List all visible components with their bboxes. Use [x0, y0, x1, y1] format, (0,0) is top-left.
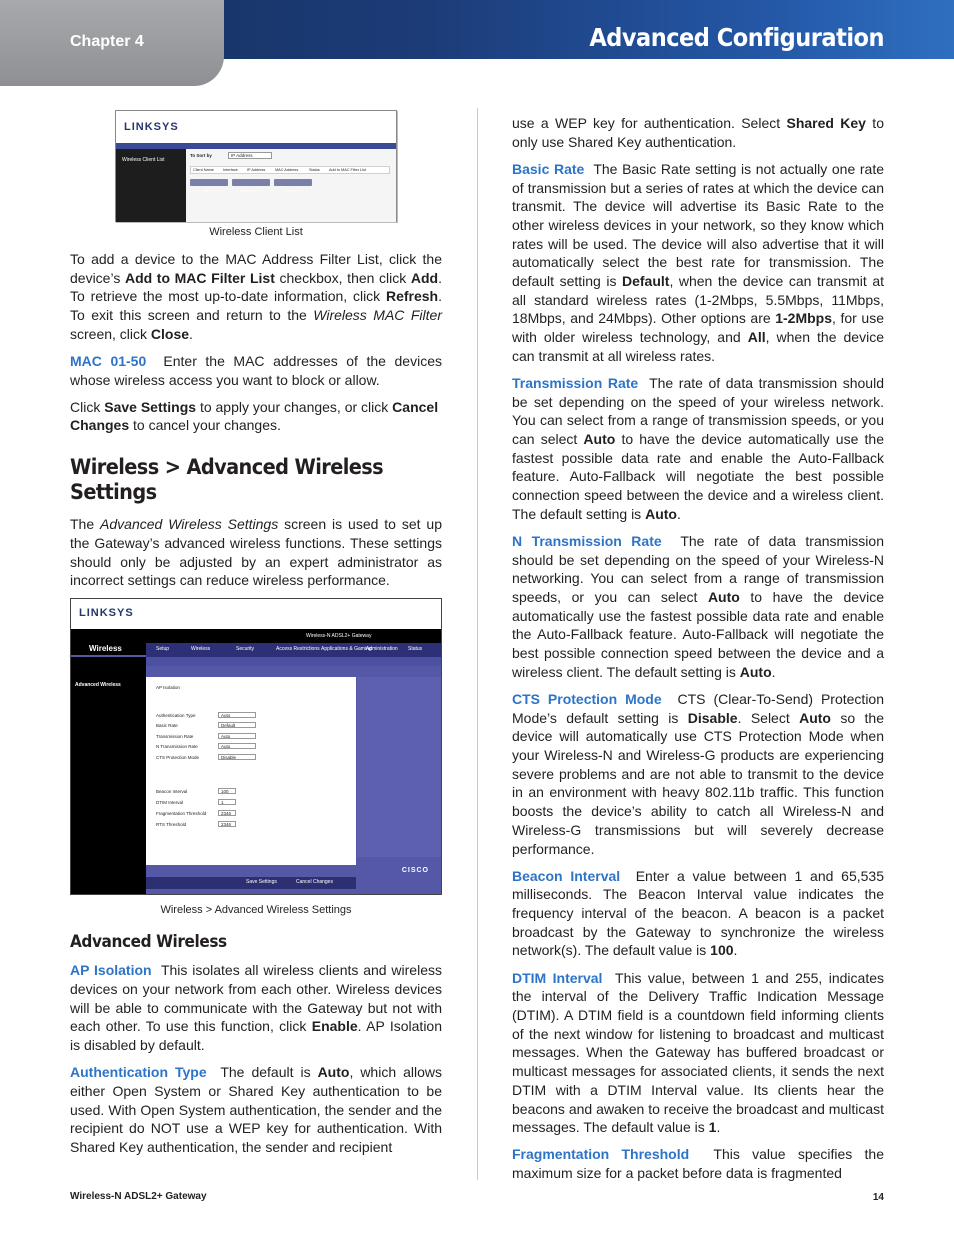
shot2-dtim-input[interactable]: 1 — [218, 799, 236, 805]
shot2-tx-rate-select[interactable]: Auto — [218, 733, 256, 739]
shot1-refresh-button[interactable]: Refresh — [232, 179, 270, 186]
shot2-rts-input[interactable]: 2346 — [218, 821, 236, 827]
figure1-caption: Wireless Client List — [209, 226, 303, 238]
shot2-tab-access[interactable]: Access Restrictions — [276, 646, 320, 653]
advanced-wireless-settings-screenshot — [70, 598, 442, 895]
shot2-side-label: Advanced Wireless — [75, 682, 121, 689]
shot2-tab-status[interactable]: Status — [408, 646, 423, 653]
shot2-cancel-button[interactable]: Cancel Changes — [296, 879, 333, 886]
paragraph-cts-protection: CTS Protection Mode CTS (Clear-To-Send) Protection Mode’s default setting is Disable. Select Auto so the device will automatically use CTS Protection Mode when your Wireless-N and Wireless-G products are experiencing severe problems and are not able to transmit to the device in an environment with heavy 802.11b traffic. This function boosts the device’s ability to catch all Wireless-N and Wireless-G transmissions but will severely decrease performance. — [512, 690, 888, 857]
shot2-tab-admin[interactable]: Administration — [366, 646, 398, 653]
shot1-sort-label: To Sort by — [190, 153, 212, 158]
shot1-sort-select[interactable]: IP Address — [228, 152, 272, 159]
page-number: 14 — [872, 1192, 884, 1203]
shot2-product-title: Wireless-N ADSL2+ Gateway — [306, 633, 372, 640]
section-title: Wireless > Advanced Wireless Settings — [70, 455, 384, 506]
figure2-caption: Wireless > Advanced Wireless Settings — [160, 904, 352, 917]
shot2-n-tx-rate-select[interactable]: Auto — [218, 743, 256, 749]
shot2-tab-apps[interactable]: Applications & Gaming — [321, 646, 372, 653]
subsection-title: Advanced Wireless — [70, 932, 227, 953]
paragraph-fragmentation-threshold: Fragmentation Threshold This value specifies the maximum size for a packet before data is fragmented — [512, 1146, 888, 1181]
shot2-cts-select[interactable]: Disable — [218, 754, 256, 760]
paragraph-beacon-interval: Beacon Interval Enter a value between 1 and 65,535 milliseconds. The Beacon Interval value indicates the frequency interval of the beacon. A beacon is a packet broadcast by the Gateway to synchronize the wireless network(s). The default value is 100. — [512, 867, 888, 959]
linksys-logo: LINKSYS — [124, 121, 179, 133]
paragraph-n-transmission-rate: N Transmission Rate The rate of data transmission should be set depending on the speed of your Wireless-N networking. You can select from a range of transmission speeds, or you can select Auto to have the device automatically use the fastest possible data rate and enable the Auto-Fallback feature. Auto-Fallback will negotiate the best possible connection speed between the device and a wireless client. The default setting is Auto. — [512, 532, 888, 680]
left-column — [70, 110, 446, 1165]
shot2-frag-input[interactable]: 2346 — [218, 810, 236, 816]
right-column — [512, 114, 888, 1191]
linksys-logo-2: LINKSYS — [79, 607, 134, 620]
paragraph-intro: The Advanced Wireless Settings screen is used to set up the Gateway’s advanced wireless functions. These settings should only be adjusted by an expert administrator as incorrect settings can reduce wireless performance. — [70, 516, 442, 589]
chapter-label: Chapter 4 — [70, 33, 144, 50]
paragraph-transmission-rate: Transmission Rate The rate of data transmission should be set depending on the speed of your wireless network. You can select from a range of transmission speeds, or you can select Auto to have the device automatically use the fastest possible data rate and enable the Auto-Fallback feature. Auto-Fallback will negotiate the best possible connection speed between the device and a wireless client. The default setting is Auto. — [512, 374, 888, 522]
paragraph-ap-isolation: AP Isolation This isolates all wireless clients and wireless devices on your network from each other. Wireless devices will be able to communicate with the Gateway but not with each other. To use this function, click Enable. AP Isolation is disabled by default. — [70, 962, 446, 1054]
shot2-basic-rate-select[interactable]: Default — [218, 722, 256, 728]
paragraph-mac-01-50: MAC 01-50 Enter the MAC addresses of the devices whose wireless access you want to block or allow. — [70, 352, 446, 388]
shot2-beacon-input[interactable]: 100 — [218, 788, 236, 794]
paragraph-dtim-interval: DTIM Interval This value, between 1 and 255, indicates the interval of the Delivery Traffic Indication Message (DTIM). A DTIM field is a countdown field informing clients of the next window for listening to broadcast and multicast messages. When the Gateway has buffered broadcast or multicast messages for associated clients, it sends the next DTIM with a DTIM Interval value. Its clients hear the beacons and awaken to receive the broadcast and multicast messages. The default value is 1. — [512, 969, 888, 1136]
page-title: Advanced Configuration — [589, 23, 884, 52]
paragraph-mac-filter-add: To add a device to the MAC Address Filter List, click the device’s Add to MAC Filter List checkbox, then click Add. To retrieve the most up-to-date information, click Refresh. To exit this screen and return to the Wireless MAC Filter screen, click Close. — [70, 251, 442, 342]
shot1-sidebar-label: Wireless Client List — [122, 157, 165, 163]
shot2-tab-setup[interactable]: Setup — [156, 646, 170, 653]
paragraph-authentication-type: Authentication Type The default is Auto, which allows either Open System or Shared Key authentication to be used. With Open System authentication, the sender and the recipient do NOT use a WEP key for authentication. With Shared Key authentication, the sender and recipient — [70, 1064, 443, 1156]
footer-product: Wireless-N ADSL2+ Gateway — [70, 1191, 207, 1202]
shot2-help-panel — [357, 677, 441, 857]
shot1-close-button[interactable]: Close — [274, 179, 312, 186]
shot2-auth-select[interactable]: Auto — [218, 712, 256, 718]
shot1-column-header-row: Client Name Interface IP Address MAC Address Status Add to MAC Filter List — [190, 166, 390, 174]
shot2-save-button[interactable]: Save Settings — [246, 879, 277, 886]
shot2-tabs — [146, 643, 441, 657]
column-divider — [477, 108, 478, 1180]
shot2-tab-wireless[interactable]: Wireless — [191, 646, 211, 653]
shot2-form: AP Isolation Authentication Type Basic Rate Transmission Rate N Transmission Rate CTS Protection Mode Beacon Interval DTIM Interval Fragmentation Threshold RTS Threshold Auto Default Auto Auto Disable 100 1 2346 2346 — [146, 677, 356, 865]
paragraph-basic-rate: Basic Rate The Basic Rate setting is not actually one rate of transmission but a series of rates at which the device can transmit. The device will advertise its Basic Rate to the other wireless devices in your network, so they know which rates will be used. The device will also advertise that it will automatically select the best rate for transmission. The default setting is Default, when the device can transmit at all standard wireless rates (1-2Mbps, 5.5Mbps, 11Mbps, 18Mbps, and 24Mbps). Other options are 1-2Mbps, for use with older wireless technology, and All, when the device can transmit at all wireless rates. — [512, 160, 888, 364]
shot1-add-button[interactable]: Add — [190, 179, 228, 186]
shot2-section-label: Wireless — [89, 644, 122, 654]
wireless-client-list-screenshot — [115, 110, 397, 222]
shot2-tab-security[interactable]: Security — [236, 646, 255, 653]
cisco-logo: CISCO — [401, 867, 429, 875]
paragraph-shared-key: use a WEP key for authentication. Select Shared Key to only use Shared Key authentication. — [512, 115, 884, 150]
paragraph-save-cancel: Click Save Settings to apply your changes, or click Cancel Changes to cancel your changes. — [70, 398, 439, 434]
